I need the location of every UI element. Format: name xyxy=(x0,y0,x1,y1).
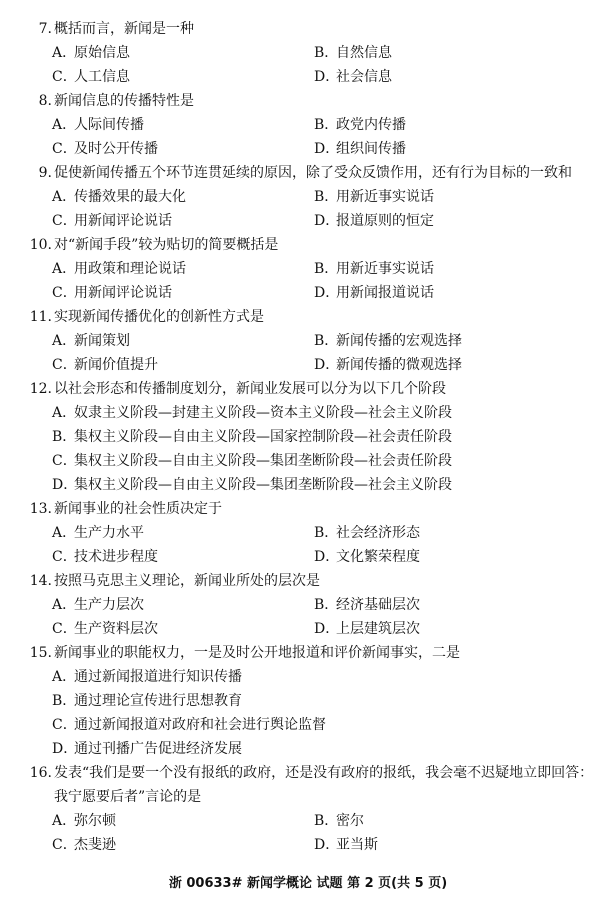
question-text: 新闻事业的职能权力，一是及时公开地报道和评价新闻事实，二是 xyxy=(54,645,460,661)
page-footer: 浙 00633# 新闻学概论 试题 第 2 页(共 5 页) xyxy=(168,876,448,891)
option-label: A． xyxy=(52,117,77,133)
option-label: A． xyxy=(52,189,77,205)
option-label: C． xyxy=(52,357,77,373)
option-list xyxy=(0,257,616,305)
option-label: A． xyxy=(52,405,77,421)
question-text: 概括而言，新闻是一种 xyxy=(54,21,194,37)
option-text: 集权主义阶段—自由主义阶段—集团垄断阶段—社会责任阶段 xyxy=(74,453,452,469)
option-list xyxy=(0,593,616,641)
option-label: B． xyxy=(314,333,339,349)
question-text: 新闻信息的传播特性是 xyxy=(54,93,194,109)
question-stem-row xyxy=(0,161,616,185)
option-label: B． xyxy=(52,429,77,445)
option-d xyxy=(314,137,564,161)
option-text: 技术进步程度 xyxy=(74,549,158,565)
option-label: C． xyxy=(52,285,77,301)
option-label: B． xyxy=(314,525,339,541)
option-a xyxy=(52,593,314,617)
option-label: A． xyxy=(52,261,77,277)
option-label: B． xyxy=(52,693,77,709)
question-number: 12. xyxy=(29,381,52,397)
option-text: 自然信息 xyxy=(336,45,392,61)
option-b xyxy=(52,689,616,713)
option-list xyxy=(0,665,616,761)
option-text: 集权主义阶段—自由主义阶段—集团垄断阶段—社会主义阶段 xyxy=(74,477,452,493)
option-label: B． xyxy=(314,261,339,277)
option-list xyxy=(0,185,616,233)
option-label: B． xyxy=(314,117,339,133)
option-label: B． xyxy=(314,189,339,205)
option-text: 经济基础层次 xyxy=(336,597,420,613)
option-a xyxy=(52,329,314,353)
option-text: 社会信息 xyxy=(336,69,392,85)
option-b xyxy=(314,593,564,617)
option-a xyxy=(52,113,314,137)
option-c xyxy=(52,65,314,89)
option-b xyxy=(314,809,564,833)
option-label: A． xyxy=(52,813,77,829)
question-text: 对“新闻手段”较为贴切的简要概括是 xyxy=(54,237,279,253)
option-d xyxy=(52,473,616,497)
option-label: B． xyxy=(314,597,339,613)
option-c xyxy=(52,449,616,473)
question-number: 13. xyxy=(29,501,52,517)
option-label: D． xyxy=(52,477,78,493)
option-c xyxy=(52,353,314,377)
option-a xyxy=(52,257,314,281)
option-text: 新闻策划 xyxy=(74,333,130,349)
option-list xyxy=(0,809,616,857)
option-d xyxy=(314,209,564,233)
option-text: 用新闻报道说话 xyxy=(336,285,434,301)
option-text: 用新近事实说话 xyxy=(336,261,434,277)
option-text: 通过刊播广告促进经济发展 xyxy=(74,741,242,757)
option-text: 奴隶主义阶段—封建主义阶段—资本主义阶段—社会主义阶段 xyxy=(74,405,452,421)
option-label: A． xyxy=(52,597,77,613)
option-b xyxy=(314,257,564,281)
option-c xyxy=(52,617,314,641)
option-d xyxy=(314,281,564,305)
option-a xyxy=(52,185,314,209)
option-text: 杰斐逊 xyxy=(74,837,116,853)
option-text: 用新近事实说话 xyxy=(336,189,434,205)
option-label: C． xyxy=(52,453,77,469)
option-a xyxy=(52,521,314,545)
question-text: 新闻事业的社会性质决定于 xyxy=(54,501,222,517)
option-c xyxy=(52,545,314,569)
option-b xyxy=(314,521,564,545)
option-list xyxy=(0,521,616,569)
option-text: 社会经济形态 xyxy=(336,525,420,541)
option-text: 人工信息 xyxy=(74,69,130,85)
option-text: 生产资料层次 xyxy=(74,621,158,637)
option-d xyxy=(52,737,616,761)
option-label: C． xyxy=(52,213,77,229)
option-list xyxy=(0,401,616,497)
option-text: 生产力层次 xyxy=(74,597,144,613)
option-b xyxy=(52,425,616,449)
option-list xyxy=(0,113,616,161)
option-text: 亚当斯 xyxy=(336,837,378,853)
option-text: 集权主义阶段—自由主义阶段—国家控制阶段—社会责任阶段 xyxy=(74,429,452,445)
option-label: D． xyxy=(314,141,340,157)
option-c xyxy=(52,713,616,737)
option-text: 上层建筑层次 xyxy=(336,621,420,637)
option-list xyxy=(0,41,616,89)
option-a xyxy=(52,665,616,689)
option-text: 及时公开传播 xyxy=(74,141,158,157)
option-b xyxy=(314,41,564,65)
option-b xyxy=(314,329,564,353)
option-text: 新闻价值提升 xyxy=(74,357,158,373)
question-number: 16. xyxy=(29,765,52,781)
option-text: 通过新闻报道对政府和社会进行舆论监督 xyxy=(74,717,326,733)
option-d xyxy=(314,617,564,641)
question-number: 8. xyxy=(38,93,52,109)
option-text: 用新闻评论说话 xyxy=(74,285,172,301)
question-text: 发表“我们是要一个没有报纸的政府，还是没有政府的报纸，我会毫不迟疑地立即回答：我宁愿要后者”言论的是 xyxy=(54,765,594,805)
question-number: 11. xyxy=(29,309,52,325)
option-text: 用政策和理论说话 xyxy=(74,261,186,277)
option-text: 新闻传播的宏观选择 xyxy=(336,333,462,349)
question-12 xyxy=(0,377,616,497)
option-a xyxy=(52,401,616,425)
question-list xyxy=(0,17,616,857)
question-stem-row xyxy=(0,761,616,809)
option-d xyxy=(314,545,564,569)
option-text: 报道原则的恒定 xyxy=(336,213,434,229)
option-label: D． xyxy=(314,549,340,565)
question-number: 15. xyxy=(29,645,52,661)
question-number: 7. xyxy=(38,21,52,37)
question-13 xyxy=(0,497,616,569)
question-9 xyxy=(0,161,616,233)
question-stem-row xyxy=(0,305,616,329)
option-text: 弥尔顿 xyxy=(74,813,116,829)
question-stem-row xyxy=(0,377,616,401)
question-text: 实现新闻传播优化的创新性方式是 xyxy=(54,309,264,325)
option-d xyxy=(314,833,564,857)
option-c xyxy=(52,833,314,857)
question-text: 以社会形态和传播制度划分，新闻业发展可以分为以下几个阶段 xyxy=(54,381,446,397)
question-14 xyxy=(0,569,616,641)
question-8 xyxy=(0,89,616,161)
question-stem-row xyxy=(0,233,616,257)
option-label: A． xyxy=(52,669,77,685)
option-a xyxy=(52,809,314,833)
option-text: 原始信息 xyxy=(74,45,130,61)
option-text: 用新闻评论说话 xyxy=(74,213,172,229)
option-label: A． xyxy=(52,333,77,349)
option-label: B． xyxy=(314,45,339,61)
option-d xyxy=(314,65,564,89)
option-label: B． xyxy=(314,813,339,829)
option-label: C． xyxy=(52,621,77,637)
question-stem-row xyxy=(0,497,616,521)
option-label: D． xyxy=(314,69,340,85)
option-b xyxy=(314,185,564,209)
option-c xyxy=(52,281,314,305)
question-15 xyxy=(0,641,616,761)
question-10 xyxy=(0,233,616,305)
option-list xyxy=(0,329,616,377)
option-text: 文化繁荣程度 xyxy=(336,549,420,565)
option-label: C． xyxy=(52,717,77,733)
question-stem-row xyxy=(0,569,616,593)
question-stem-row xyxy=(0,89,616,113)
option-label: A． xyxy=(52,45,77,61)
question-number: 10. xyxy=(29,237,52,253)
option-label: C． xyxy=(52,837,77,853)
option-text: 组织间传播 xyxy=(336,141,406,157)
option-label: C． xyxy=(52,549,77,565)
question-number: 9. xyxy=(38,165,52,181)
option-text: 通过新闻报道进行知识传播 xyxy=(74,669,242,685)
question-7 xyxy=(0,17,616,89)
option-label: C． xyxy=(52,69,77,85)
option-c xyxy=(52,137,314,161)
option-label: D． xyxy=(314,285,340,301)
question-11 xyxy=(0,305,616,377)
option-text: 生产力水平 xyxy=(74,525,144,541)
question-text: 按照马克思主义理论，新闻业所处的层次是 xyxy=(54,573,320,589)
option-label: D． xyxy=(314,621,340,637)
question-stem-row xyxy=(0,17,616,41)
option-text: 新闻传播的微观选择 xyxy=(336,357,462,373)
option-text: 传播效果的最大化 xyxy=(74,189,186,205)
question-text: 促使新闻传播五个环节连贯延续的原因，除了受众反馈作用，还有行为目标的一致和 xyxy=(54,165,572,181)
option-label: A． xyxy=(52,525,77,541)
option-text: 密尔 xyxy=(336,813,364,829)
option-text: 通过理论宣传进行思想教育 xyxy=(74,693,242,709)
option-a xyxy=(52,41,314,65)
question-stem-row xyxy=(0,641,616,665)
question-16 xyxy=(0,761,616,857)
option-label: D． xyxy=(314,357,340,373)
option-text: 政党内传播 xyxy=(336,117,406,133)
option-label: D． xyxy=(52,741,78,757)
option-d xyxy=(314,353,564,377)
option-text: 人际间传播 xyxy=(74,117,144,133)
option-label: D． xyxy=(314,213,340,229)
option-label: C． xyxy=(52,141,77,157)
question-number: 14. xyxy=(29,573,52,589)
option-c xyxy=(52,209,314,233)
option-b xyxy=(314,113,564,137)
option-label: D． xyxy=(314,837,340,853)
